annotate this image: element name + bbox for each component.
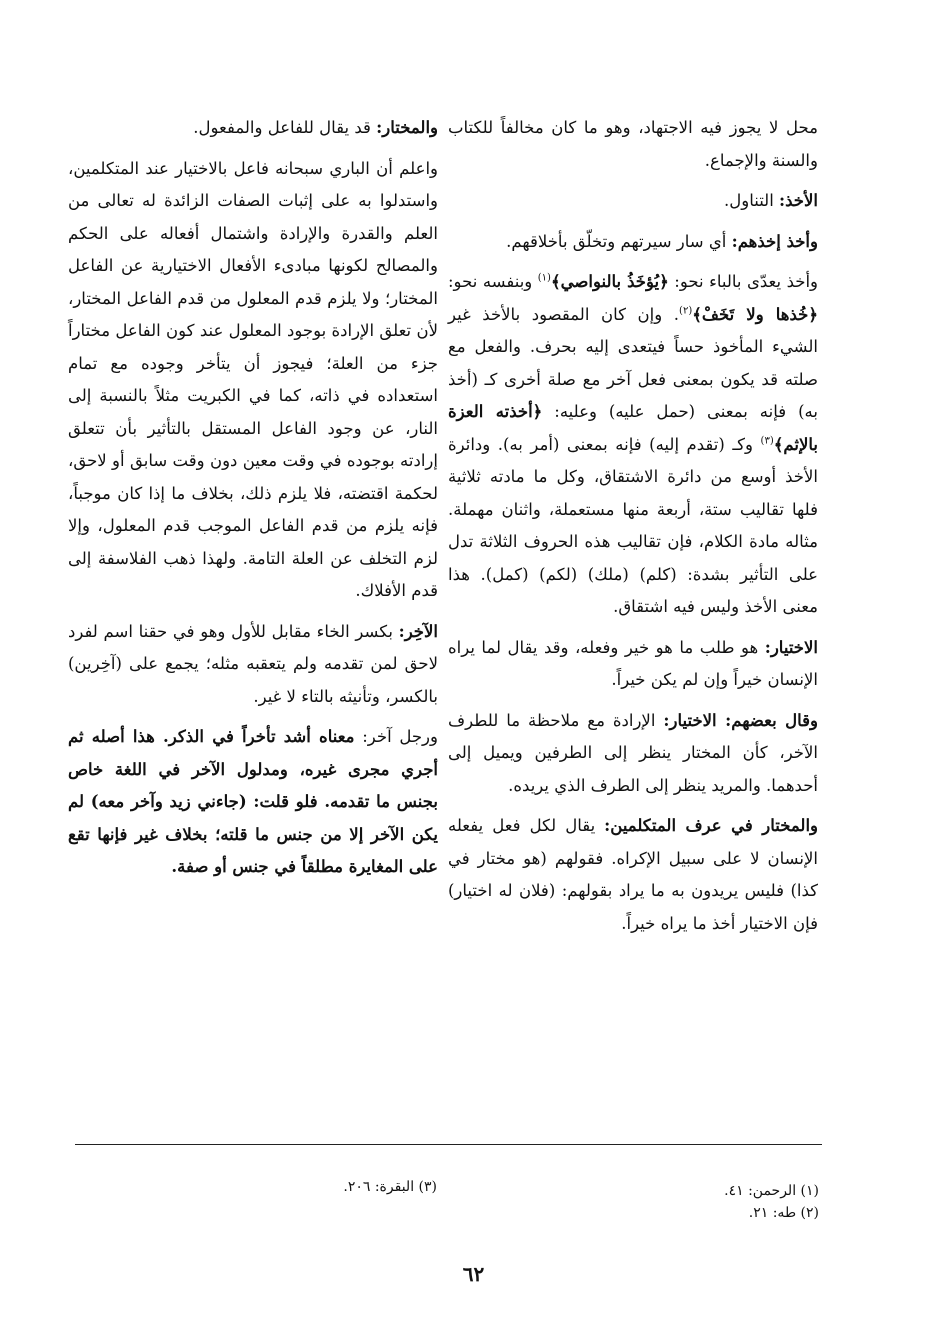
paragraph-akhdh-transitivity: وأخذ يعدّى بالباء نحو: ﴿يُؤخَذُ بالنواصي﴾$^{(١)}$ وبنفسه نحو: ﴿خُذها ولا تَخَفْ﴾$^{(٢)}$. وإن كان المقصود بالأخذ غير الشيء المأخوذ حساً فيتعدى إليه بحرف. والفعل مع صلته قد يكون بمعنى فعل آخر مع صلة أخرى كـ (أخذ به) فإنه بمعنى (حمل عليه) وعليه: ﴿أخذته العزة بالإثم﴾$^{(٣)}$ وكـ (تقدم إليه) فإنه بمعنى (أمر به). ودائرة الأخذ أوسع من دائرة الاشتقاق، وكل ما مادته ثلاثية فلها تقاليب ستة، أربعة منها مستعملة، واثنان مهملة. مثاله مادة الكلام، فإن تقاليب هذه الحروف الثلاثة تدل على التأثير بشدة: (كلم) (ملك) (لكم) (كمل). هذا معنى الأخذ وليس فيه اشتقاق. bbox=[448, 272, 818, 616]
paragraph-mukhtar: والمختار: قد يقال للفاعل والمفعول. bbox=[193, 118, 438, 137]
page-number: ٦٢ bbox=[462, 1262, 485, 1286]
paragraph-mukhtar-mutakallimin: والمختار في عرف المتكلمين: يقال لكل فعل يفعله الإنسان لا على سبيل الإكراه. فقولهم (هو مختار في كذا) فليس يريدون به ما يراد بقولهم: (فلان له اختيار) فإن الاختيار أخذ ما يراه خيراً. bbox=[448, 816, 818, 933]
footnotes-left bbox=[217, 1176, 437, 1198]
term-akhdh-ikhdhahum: وأخذ إخذهم: bbox=[731, 231, 818, 251]
quran-verse-3: ﴿أخذته العزة بالإثم﴾ bbox=[448, 402, 818, 454]
paragraph-akhir: الآخِر: بكسر الخاء مقابل للأول وهو في حقنا اسم لفرد لاحق لمن تقدمه ولم يتعقبه مثله؛ يجمع على (آخِرين) بالكسر، وتأنيثه بالتاء لا غير. bbox=[68, 621, 438, 706]
term-ikhtiyar-iradah: وقال بعضهم: الاختيار: bbox=[663, 710, 819, 730]
footnote-ref-3: (٣) bbox=[760, 435, 774, 446]
paragraph-akhdh-ikhdhahum: وأخذ إخذهم: أي سار سيرتهم وتخلّق بأخلاقهم. bbox=[506, 231, 818, 251]
paragraph-ikhtiyar: الاختيار: هو طلب ما هو خير وفعله، وقد يقال لما يراه الإنسان خيراً وإن لم يكن خيراً. bbox=[448, 637, 818, 689]
footnote-ref-2: (٢) bbox=[679, 305, 693, 316]
footnote-divider bbox=[75, 1144, 822, 1145]
left-column bbox=[68, 112, 438, 892]
paragraph-ikhtiyar-iradah: وقال بعضهم: الاختيار: الإرادة مع ملاحظة ما للطرف الآخر، كأن المختار ينظر إلى الطرفين ويميل إلى أحدهما. والمريد ينظر إلى الطرف الذي يريده. bbox=[448, 710, 819, 795]
term-akhir: الآخِر: bbox=[398, 621, 438, 641]
footnote-3: (٣) البقرة: ٢٠٦. bbox=[343, 1179, 437, 1195]
footnotes-right bbox=[519, 1180, 819, 1224]
term-mukhtar-mutakallimin: والمختار في عرف المتكلمين: bbox=[604, 816, 818, 835]
footnote-1: (١) الرحمن: ٤١. bbox=[724, 1183, 819, 1199]
term-akhdh: الأخذ: bbox=[779, 191, 818, 210]
paragraph-rajul-akhar: ورجل آخر: معناه أشد تأخراً في الذكر. هذا أصله ثم أجري مجرى غيره، ومدلول الآخر في اللغة خاص بجنس ما تقدمه. فلو قلت: (جاءني زيد وآخر معه) لم يكن الآخر إلا من جنس ما قلته؛ بخلاف غير فإنها تقع على المغايرة مطلقاً في جنس أو صفة. bbox=[68, 727, 438, 876]
quran-verse-2: ﴿خُذها ولا تَخَفْ﴾ bbox=[692, 304, 818, 324]
term-ikhtiyar: الاختيار: bbox=[764, 637, 818, 657]
paragraph-bari-fail: واعلم أن الباري سبحانه فاعل بالاختيار عند المتكلمين، واستدلوا به على إثبات الصفات الزائدة له تعالى من العلم والقدرة والإرادة واشتمال أفعاله على الحكم والمصالح لكونها مبادىء الأفعال الاختيارية عن الفاعل المختار؛ ولا يلزم قدم المعلول من قدم الفاعل المختار، لأن تعلق الإرادة بوجود المعلول عند كون الفاعل مختاراً جزء من العلة؛ فيجوز أن يتأخر وجوده مع تمام استعداده في ذاته، كما في الكبريت مثلاً بالنسبة إلى النار، عن وجود الفاعل المستقل بالتأثير بأن تتعلق إرادته بوجوده في وقت معين دون وقت سابق أو لاحق، لحكمة اقتضته، فلا يلزم ذلك، بخلاف ما إذا كان موجباً، فإنه يلزم من قدم الفاعل الموجب قدم المعلول، وإلا لزم التخلف عن العلة التامة. ولهذا ذهب الفلاسفة إلى قدم الأفلاك. bbox=[68, 158, 438, 600]
term-mukhtar: والمختار: bbox=[376, 118, 438, 137]
right-column bbox=[448, 112, 818, 948]
quran-verse-1: ﴿يُؤخَذُ بالنواصي﴾ bbox=[550, 272, 669, 291]
paragraph-ijtihad: محل لا يجوز فيه الاجتهاد، وهو ما كان مخالفاً للكتاب والسنة والإجماع. bbox=[448, 118, 818, 170]
footnote-ref-1: (١) bbox=[537, 272, 551, 284]
footnote-2: (٢) طه: ٢١. bbox=[748, 1205, 819, 1221]
paragraph-akhdh: الأخذ: التناول. bbox=[724, 191, 818, 210]
